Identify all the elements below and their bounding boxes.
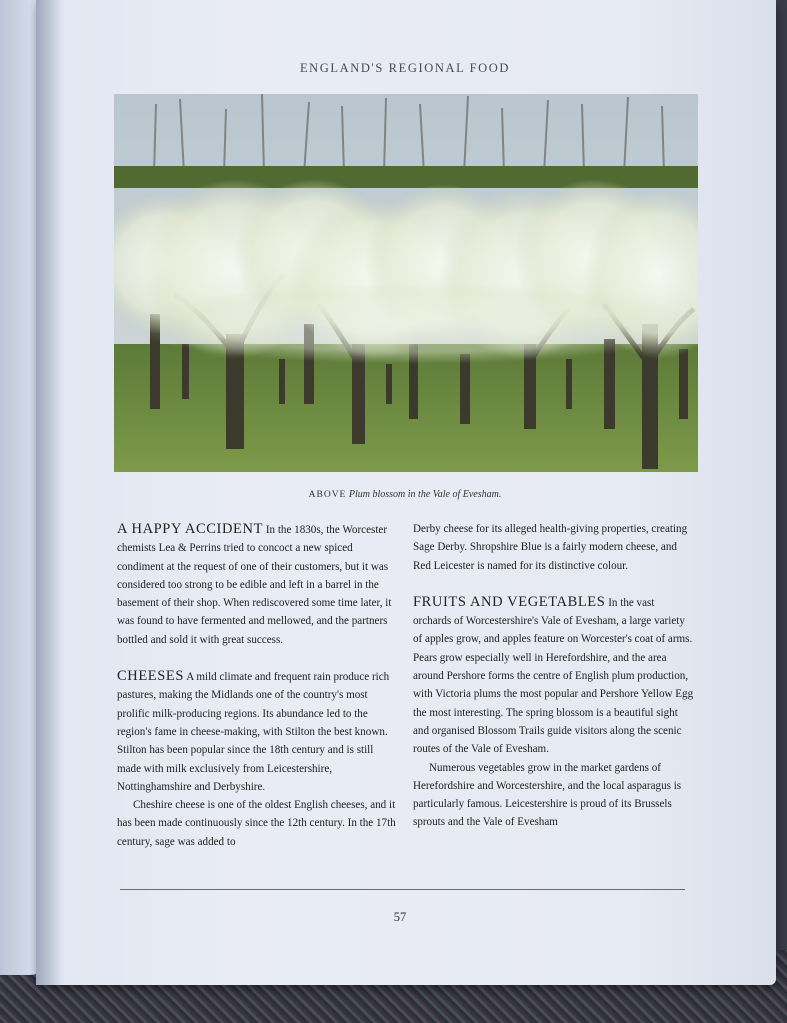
photo-caption — [200, 489, 610, 500]
page-number: 57 — [393, 910, 407, 924]
paragraph-cheshire: Cheshire cheese is one of the oldest English cheeses, and it has been made continuously since the 12th century. In the 17th century, sage was added to — [117, 799, 396, 848]
heading-cheeses: CHEESES — [117, 668, 185, 685]
paragraph-sage-derby: Derby cheese for its alleged health-giving properties, creating Sage Derby. Shropshire Blue is a fairly modern cheese, and Red Leicester is named for its distinctive colour. — [413, 523, 688, 572]
text-column-left — [117, 520, 399, 851]
paragraph-vegetables: Numerous vegetables grow in the market gardens of Herefordshire and Worcestershire, and the local asparagus is particularly famous. Leicestershire is proud of its Brussels sprouts and the Vale of Evesham — [413, 761, 682, 829]
body-fruits-vegetables: In the vast orchards of Worcestershire's Vale of Evesham, a large variety of apples grow, and apples feature on Worcester's coat of arms. Pears grow especially well in Herefordshire, and the area around Pershore forms the centre of English plum production, with Victoria plums the most popular and Pershore Yellow Egg the most interesting. The spring blossom is a beautiful sight and organised Blossom Trails guide visitors along the scenic routes of the Vale of Evesham. — [413, 596, 694, 756]
heading-happy-accident: A HAPPY ACCIDENT — [117, 521, 264, 537]
plum-blossom-photo — [114, 94, 698, 472]
text-column-right — [413, 520, 695, 832]
caption-lead: ABOVE — [308, 490, 347, 500]
caption-text: Plum blossom in the Vale of Evesham. — [348, 489, 502, 500]
paragraph-fruits — [413, 593, 695, 759]
paragraph-happy-accident — [117, 520, 399, 649]
blossom-canopy — [114, 179, 698, 364]
paragraph-cheeses — [117, 667, 399, 796]
heading-fruits-vegetables: FRUITS AND VEGETABLES — [413, 593, 606, 610]
running-head: ENGLAND'S REGIONAL FOOD — [299, 61, 511, 75]
footer-rule — [120, 889, 685, 890]
spine-shadow — [36, 0, 62, 985]
body-happy-accident: In the 1830s, the Worcester chemists Lea & Perrins tried to concoct a new spiced condiment at the request of one of their customers, but it was considered too strong to be edible and left in a barrel in the basement of their shop. When rediscovered some time later, it was found to have fermented and mellowed, and the partners bottled and sold it with great success. — [117, 524, 392, 646]
body-cheeses: A mild climate and frequent rain produce rich pastures, making the Midlands one of the country's most prolific milk-producing regions. Its abundance led to the region's fame in cheese-making, with Stilton the best known. Stilton has been popular since the 18th century and is still made with milk exclusively from Leicestershire, Nottinghamshire and Derbyshire. — [117, 671, 390, 793]
